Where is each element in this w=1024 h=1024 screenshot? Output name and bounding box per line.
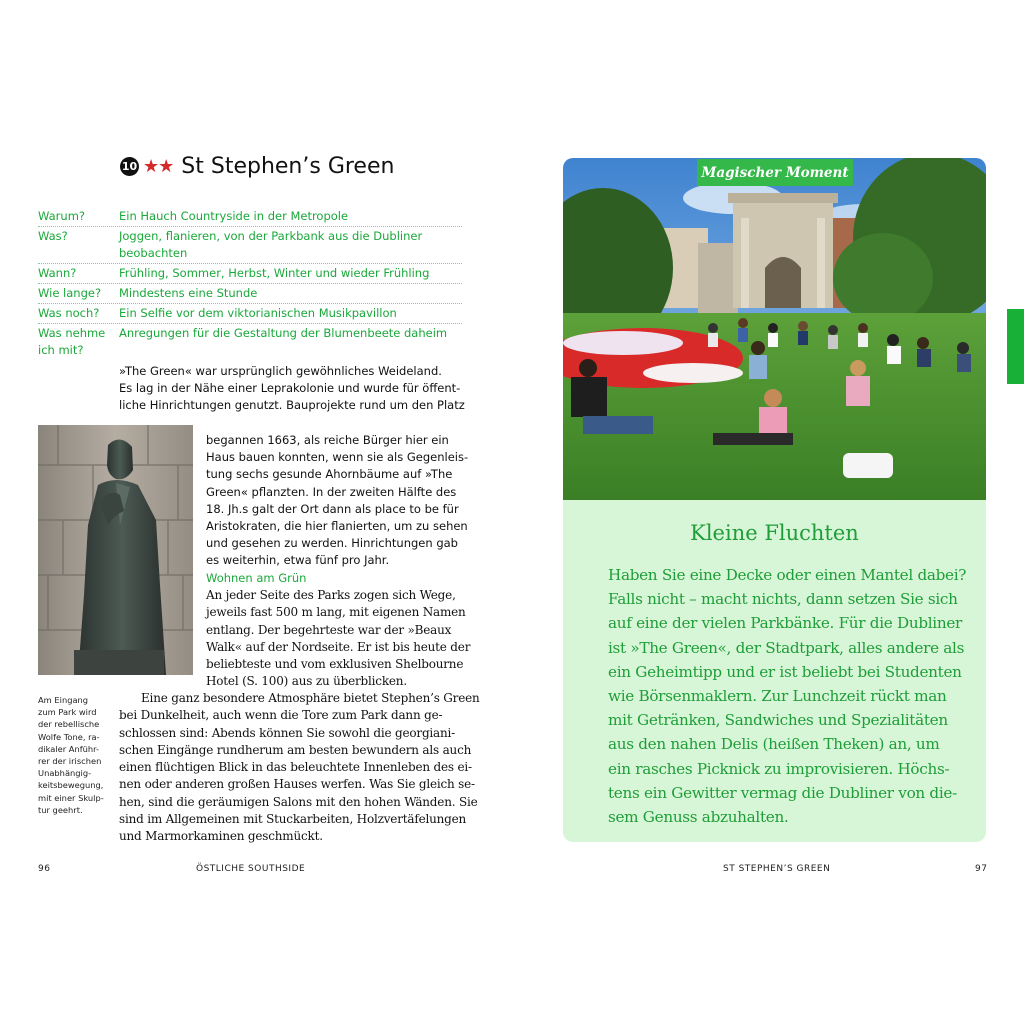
running-footer-left: ÖSTLICHE SOUTHSIDE bbox=[196, 864, 306, 874]
fact-question: Wann? bbox=[38, 266, 77, 280]
body-paragraph bbox=[206, 587, 471, 691]
caption-line: Unabhängig- bbox=[38, 768, 92, 779]
text-line: tens ein Gewitter vermag die Dubliner von die- bbox=[608, 783, 957, 802]
fact-row bbox=[38, 284, 462, 304]
text-line: Haus bauen konnten, wenn sie als Gegenleis- bbox=[206, 450, 469, 465]
caption-line: Wolfe Tone, ra- bbox=[38, 731, 100, 742]
sight-number-badge: 10 bbox=[120, 157, 139, 176]
intro-paragraph bbox=[119, 363, 464, 415]
fact-answer: Frühling, Sommer, Herbst, Winter und wieder Frühling bbox=[119, 266, 430, 280]
fact-row bbox=[38, 304, 462, 324]
fact-row bbox=[38, 264, 462, 284]
fact-question: Was nehme ich mit? bbox=[38, 326, 106, 357]
caption-line: Am Eingang bbox=[38, 695, 89, 705]
fact-answer: Joggen, flanieren, von der Parkbank aus die Dubliner beobachten bbox=[119, 229, 423, 260]
text-line: Falls nicht – macht nichts, dann setzen Sie sich bbox=[608, 590, 958, 609]
text-line: 18. Jh.s galt der Ort dann als place to be für bbox=[206, 501, 459, 516]
text-line: Hotel (S. 100) aus zu überblicken. bbox=[206, 674, 407, 689]
feature-box-title: Kleine Fluchten bbox=[690, 521, 859, 545]
text-line: wie Börsenmaklern. Zur Lunchzeit rückt man bbox=[608, 687, 947, 706]
text-line: es weiterhin, etwa fünf pro Jahr. bbox=[206, 553, 390, 568]
caption-line: keitsbewegung, bbox=[38, 780, 104, 791]
section-subheading: Wohnen am Grün bbox=[206, 571, 307, 585]
text-line: Aristokraten, die hier flanierten, um zu sehen bbox=[206, 519, 468, 534]
text-line: schlossen sind: Abends können Sie sowohl die georgiani- bbox=[119, 725, 456, 740]
caption-line: mit einer Skulp- bbox=[38, 792, 104, 803]
text-line: aus den nahen Delis (heißen Theken) an, um bbox=[608, 735, 940, 754]
fact-question: Was? bbox=[38, 229, 68, 243]
caption-line: zum Park wird bbox=[38, 707, 97, 718]
fact-question: Warum? bbox=[38, 209, 86, 223]
text-line: ist »The Green«, der Stadtpark, alles andere als bbox=[608, 638, 965, 657]
text-line: Green« pflanzten. In der zweiten Hälfte des bbox=[206, 484, 457, 499]
text-line: entlang. Der begehrteste war der »Beaux bbox=[206, 622, 452, 637]
text-line: sem Genuss abzuhalten. bbox=[608, 808, 789, 827]
park-photo bbox=[563, 158, 986, 500]
facts-table bbox=[38, 207, 462, 360]
text-line: ein rasches Picknick zu improvisieren. Höchs- bbox=[608, 759, 950, 778]
text-line: liche Hinrichtungen genutzt. Bauprojekte rund um den Platz bbox=[119, 398, 465, 413]
caption-line: der rebellische bbox=[38, 719, 100, 730]
text-line: auf eine der vielen Parkbänke. Für die Dubliner bbox=[608, 614, 962, 633]
text-line: beliebteste und vom exklusiven Shelbourne bbox=[206, 657, 464, 672]
body-paragraph bbox=[119, 690, 480, 846]
text-line: Walk« auf der Nordseite. Er ist bis heute der bbox=[206, 639, 471, 654]
fact-answer: Ein Selfie vor dem viktorianischen Musikpavillon bbox=[119, 306, 397, 320]
caption-line: rer der irischen bbox=[38, 756, 102, 767]
intro-paragraph-continued bbox=[206, 432, 469, 570]
fact-question: Was noch? bbox=[38, 306, 100, 320]
fact-answer: Anregungen für die Gestaltung der Blumenbeete daheim bbox=[119, 326, 448, 340]
text-line: und Marmorkaminen geschmückt. bbox=[119, 829, 323, 844]
text-line: mit Getränken, Sandwiches und Spezialitäten bbox=[608, 711, 948, 730]
fact-question: Wie lange? bbox=[38, 286, 102, 300]
page-title: St Stephen’s Green bbox=[181, 154, 395, 179]
text-line: Eine ganz besondere Atmosphäre bietet Stephen’s Green bbox=[141, 691, 480, 705]
text-line: einen flüchtigen Blick in das beleuchtete Innenleben des ei- bbox=[119, 760, 472, 775]
feature-box-text bbox=[608, 563, 967, 829]
text-line: und gesehen zu werden. Hinrichtungen gab bbox=[206, 536, 458, 551]
text-line: ein Geheimtipp und er ist beliebt bei Studenten bbox=[608, 662, 962, 681]
text-line: schen Eingänge rundherum am besten bewundern als auch bbox=[119, 742, 472, 757]
text-line: bei Dunkelheit, auch wenn die Tore zum Park dann ge- bbox=[119, 708, 443, 723]
text-line: Haben Sie eine Decke oder einen Mantel dabei? bbox=[608, 566, 967, 584]
chapter-thumb-tab[interactable] bbox=[1007, 309, 1024, 384]
fact-row bbox=[38, 324, 462, 360]
text-line: jeweils fast 500 m lang, mit eigenen Namen bbox=[206, 605, 466, 620]
caption-line: dikaler Anführ- bbox=[38, 743, 100, 754]
photo-caption bbox=[38, 694, 116, 816]
page-number-right: 97 bbox=[975, 864, 988, 874]
magic-moment-label: Magischer Moment bbox=[697, 159, 853, 186]
running-footer-right: ST STEPHEN’S GREEN bbox=[723, 864, 831, 874]
text-line: »The Green« war ursprünglich gewöhnliches Weideland. bbox=[119, 364, 442, 378]
page-number-left: 96 bbox=[38, 864, 51, 874]
text-line: hen, sind die geräumigen Salons mit den hohen Wänden. Sie bbox=[119, 794, 478, 809]
fact-row bbox=[38, 207, 462, 227]
text-line: tung sechs gesunde Ahornbäume auf »The bbox=[206, 467, 453, 482]
caption-line: tur geehrt. bbox=[38, 804, 83, 815]
text-line: Es lag in der Nähe einer Leprakolonie und wurde für öffent- bbox=[119, 381, 461, 396]
fact-answer: Mindestens eine Stunde bbox=[119, 286, 258, 300]
statue-photo bbox=[38, 425, 193, 675]
fact-row bbox=[38, 227, 462, 264]
fact-answer: Ein Hauch Countryside in der Metropole bbox=[119, 209, 349, 223]
rating-stars-icon: ★★ bbox=[143, 155, 174, 177]
text-line: begannen 1663, als reiche Bürger hier ein bbox=[206, 433, 449, 447]
text-line: sind im Allgemeinen mit Stuckarbeiten, Holzvertäfelungen bbox=[119, 812, 467, 827]
text-line: An jeder Seite des Parks zogen sich Wege, bbox=[206, 588, 456, 602]
text-line: nen oder anderen großen Hauses werfen. Was Sie gleich se- bbox=[119, 777, 475, 792]
page-title-row bbox=[120, 154, 394, 179]
